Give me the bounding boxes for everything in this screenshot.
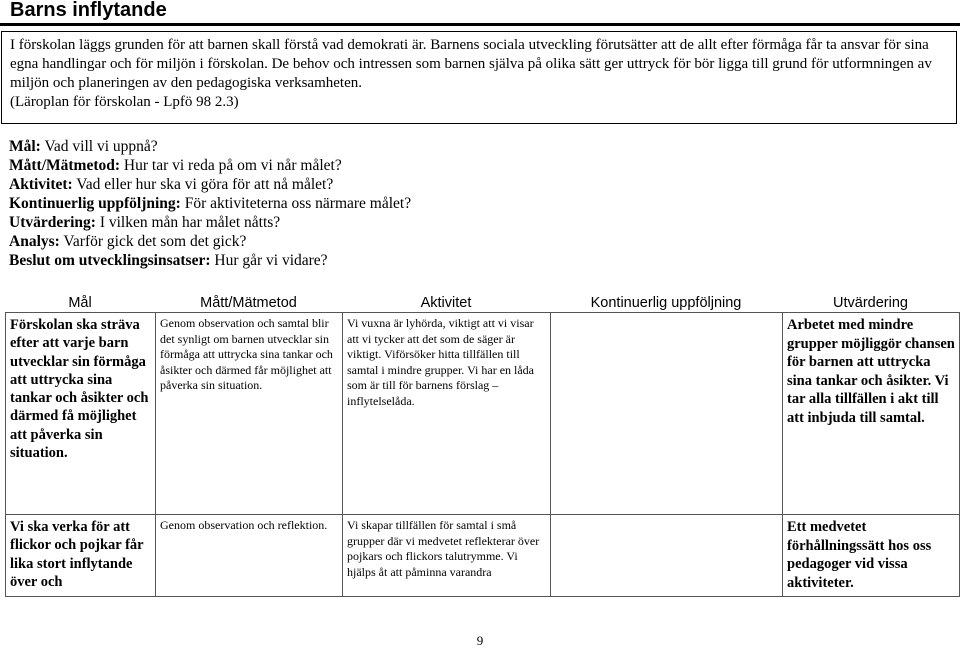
cell-matt: Genom observation och samtal blir det synligt om barnen utvecklar sin förmåga att uttrycka sina tankar och åsikter och därmed får möjlighet att påverka sin situation. — [156, 313, 343, 515]
column-header-aktivitet: Aktivitet — [420, 295, 472, 311]
goal-text: För aktiviteterna oss närmare målet? — [180, 195, 412, 212]
goal-key: Mål: — [9, 138, 41, 155]
goal-key: Kontinuerlig uppföljning: — [9, 195, 181, 212]
column-header-matt: Mått/Mätmetod — [200, 295, 297, 311]
goal-text: Hur tar vi reda på om vi når målet? — [120, 157, 342, 174]
goal-def-mal — [9, 137, 709, 156]
cell-utvardering: Ett medvetet förhållningssätt hos oss pedagoger vid vissa aktiviteter. — [783, 515, 960, 597]
cell-aktivitet: Vi vuxna är lyhörda, viktigt att vi visar att vi tycker att det som de säger är viktigt. Viförsöker hitta tillfällen till samtal i mindre grupper. Vi har en låda som är till för barnens förslag – inflytelselåda. — [343, 313, 551, 515]
page-number: 9 — [476, 633, 484, 648]
cell-mal: Förskolan ska sträva efter att varje barn utvecklar sin förmåga att uttrycka sina tankar och åsikter och därmed få möjlighet att påverka sin situation. — [6, 313, 156, 515]
intro-source: (Läroplan för förskolan - Lpfö 98 2.3) — [10, 94, 239, 110]
goal-def-analys — [9, 232, 709, 251]
goal-text: I vilken mån har målet nåtts? — [95, 214, 281, 231]
table-row — [6, 515, 960, 597]
goal-definitions — [9, 137, 709, 270]
cell-uppfoljning — [551, 313, 783, 515]
goal-text: Hur går vi vidare? — [210, 252, 328, 269]
column-header-uppfoljning: Kontinuerlig uppföljning — [590, 295, 742, 311]
cell-utvardering: Arbetet med mindre grupper möjliggör chansen för barnen att uttrycka sina tankar och åsikter. Vi tar alla tillfällen i akt till att inbjuda till samtal. — [783, 313, 960, 515]
goal-key: Beslut om utvecklingsinsatser: — [9, 252, 211, 269]
goals-table — [5, 312, 960, 597]
cell-aktivitet: Vi skapar tillfällen för samtal i små grupper där vi medvetet reflekterar över pojkars och flickors talutrymme. Vi hjälps åt att påminna varandra — [343, 515, 551, 597]
goal-text: Varför gick det som det gick? — [59, 233, 247, 250]
goal-key: Utvärdering: — [9, 214, 96, 231]
goal-key: Analys: — [9, 233, 60, 250]
table-row — [6, 313, 960, 515]
goal-def-uppfoljning — [9, 194, 709, 213]
goal-text: Vad eller hur ska vi göra för att nå målet? — [72, 176, 334, 193]
goal-def-beslut — [9, 251, 709, 270]
intro-text: I förskolan läggs grunden för att barnen skall förstå vad demokrati är. Barnens sociala utveckling förutsätter att de allt efter förmåga får ta ansvar för sina egna handlingar och för miljön i förskolan. De behov och intressen som barnen själva på olika sätt ger uttryck för bör ligga till grund för utformningen av miljön och planeringen av den pedagogiska verksamheten. — [10, 37, 932, 91]
intro-box — [1, 31, 957, 124]
goal-key: Mått/Mätmetod: — [9, 157, 121, 174]
goal-text: Vad vill vi uppnå? — [40, 138, 158, 155]
column-header-mal: Mål — [68, 295, 92, 311]
cell-mal: Vi ska verka för att flickor och pojkar får lika stort inflytande över och — [6, 515, 156, 597]
page-title: Barns inflytande — [10, 0, 167, 21]
goal-def-aktivitet — [9, 175, 709, 194]
goal-def-utvardering — [9, 213, 709, 232]
column-header-utvardering: Utvärdering — [833, 295, 908, 311]
cell-uppfoljning — [551, 515, 783, 597]
goal-key: Aktivitet: — [9, 176, 73, 193]
cell-matt: Genom observation och reflektion. — [156, 515, 343, 597]
goal-def-matt — [9, 156, 709, 175]
title-underline — [0, 23, 960, 26]
